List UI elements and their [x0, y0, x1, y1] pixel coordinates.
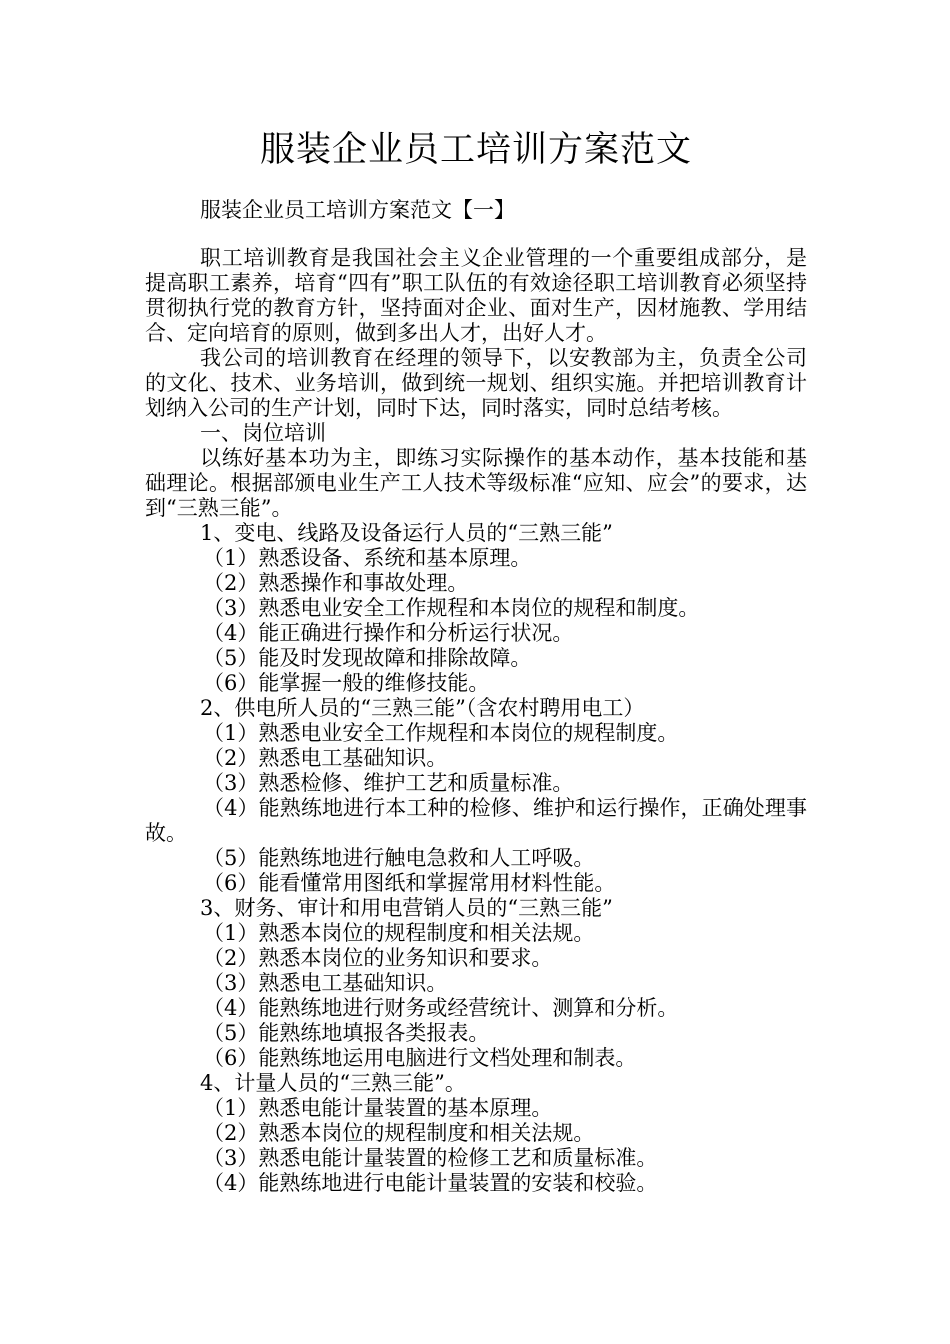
section-body: 以练好基本功为主，即练习实际操作的基本动作，基本技能和基础理论。根据部颁电业生产工人技术等级标准“应知、应会”的要求，达到“三熟三能”。 — [145, 446, 807, 520]
list-item: （5）能及时发现故障和排除故障。 — [203, 646, 532, 670]
document-page — [145, 125, 807, 1196]
list-item: （3）熟悉电工基础知识。 — [203, 971, 448, 995]
list-item: （6）能熟练地运用电脑进行文档处理和制表。 — [203, 1046, 637, 1070]
document-subtitle: 服装企业员工培训方案范文【一】 — [200, 198, 515, 222]
list-item: （5）能熟练地进行触电急救和人工呼吸。 — [203, 846, 595, 870]
list-item: （4）能熟练地进行本工种的检修、维护和运行操作，正确处理事故。 — [145, 796, 807, 845]
list-item: （2）熟悉本岗位的业务知识和要求。 — [203, 946, 553, 970]
list-item: （1）熟悉电能计量装置的基本原理。 — [203, 1096, 553, 1120]
list-item: （1）熟悉本岗位的规程制度和相关法规。 — [203, 921, 595, 945]
list-item: （3）熟悉电能计量装置的检修工艺和质量标准。 — [203, 1146, 658, 1170]
list-item: （3）熟悉检修、维护工艺和质量标准。 — [203, 771, 574, 795]
list-item: （1）熟悉电业安全工作规程和本岗位的规程制度。 — [203, 721, 679, 745]
intro-paragraph: 职工培训教育是我国社会主义企业管理的一个重要组成部分，是提高职工素养，培育“四有”职工队伍的有效途径职工培训教育必须坚持贯彻执行党的教育方针，坚持面对企业、面对生产，因材施教、学用结合、定向培育的原则，做到多出人才，出好人才。 — [145, 246, 807, 345]
list-item: （2）熟悉本岗位的规程制度和相关法规。 — [203, 1121, 595, 1145]
list-item: （3）熟悉电业安全工作规程和本岗位的规程和制度。 — [203, 596, 700, 620]
list-item: （2）熟悉电工基础知识。 — [203, 746, 448, 770]
list-item: （6）能掌握一般的维修技能。 — [203, 671, 490, 695]
group-heading: 4、计量人员的“三熟三能”。 — [200, 1071, 466, 1095]
list-item: （4）能熟练地进行电能计量装置的安装和校验。 — [203, 1171, 658, 1195]
list-item: （4）能熟练地进行财务或经营统计、测算和分析。 — [203, 996, 679, 1020]
list-item: （6）能看懂常用图纸和掌握常用材料性能。 — [203, 871, 616, 895]
group-heading: 3、财务、审计和用电营销人员的“三熟三能” — [200, 896, 613, 920]
group-heading: 1、变电、线路及设备运行人员的“三熟三能” — [200, 521, 613, 545]
list-item: （1）熟悉设备、系统和基本原理。 — [203, 546, 532, 570]
group-heading: 2、供电所人员的“三熟三能”（含农村聘用电工） — [200, 696, 645, 720]
list-item: （5）能熟练地填报各类报表。 — [203, 1021, 490, 1045]
list-item: （2）熟悉操作和事故处理。 — [203, 571, 469, 595]
intro-paragraph: 我公司的培训教育在经理的领导下，以安教部为主，负责全公司的文化、技术、业务培训，做到统一规划、组织实施。并把培训教育计划纳入公司的生产计划，同时下达，同时落实，同时总结考核。 — [145, 346, 807, 420]
list-item: （4）能正确进行操作和分析运行状况。 — [203, 621, 574, 645]
section-heading: 一、岗位培训 — [200, 421, 326, 445]
document-title: 服装企业员工培训方案范文 — [259, 130, 692, 170]
